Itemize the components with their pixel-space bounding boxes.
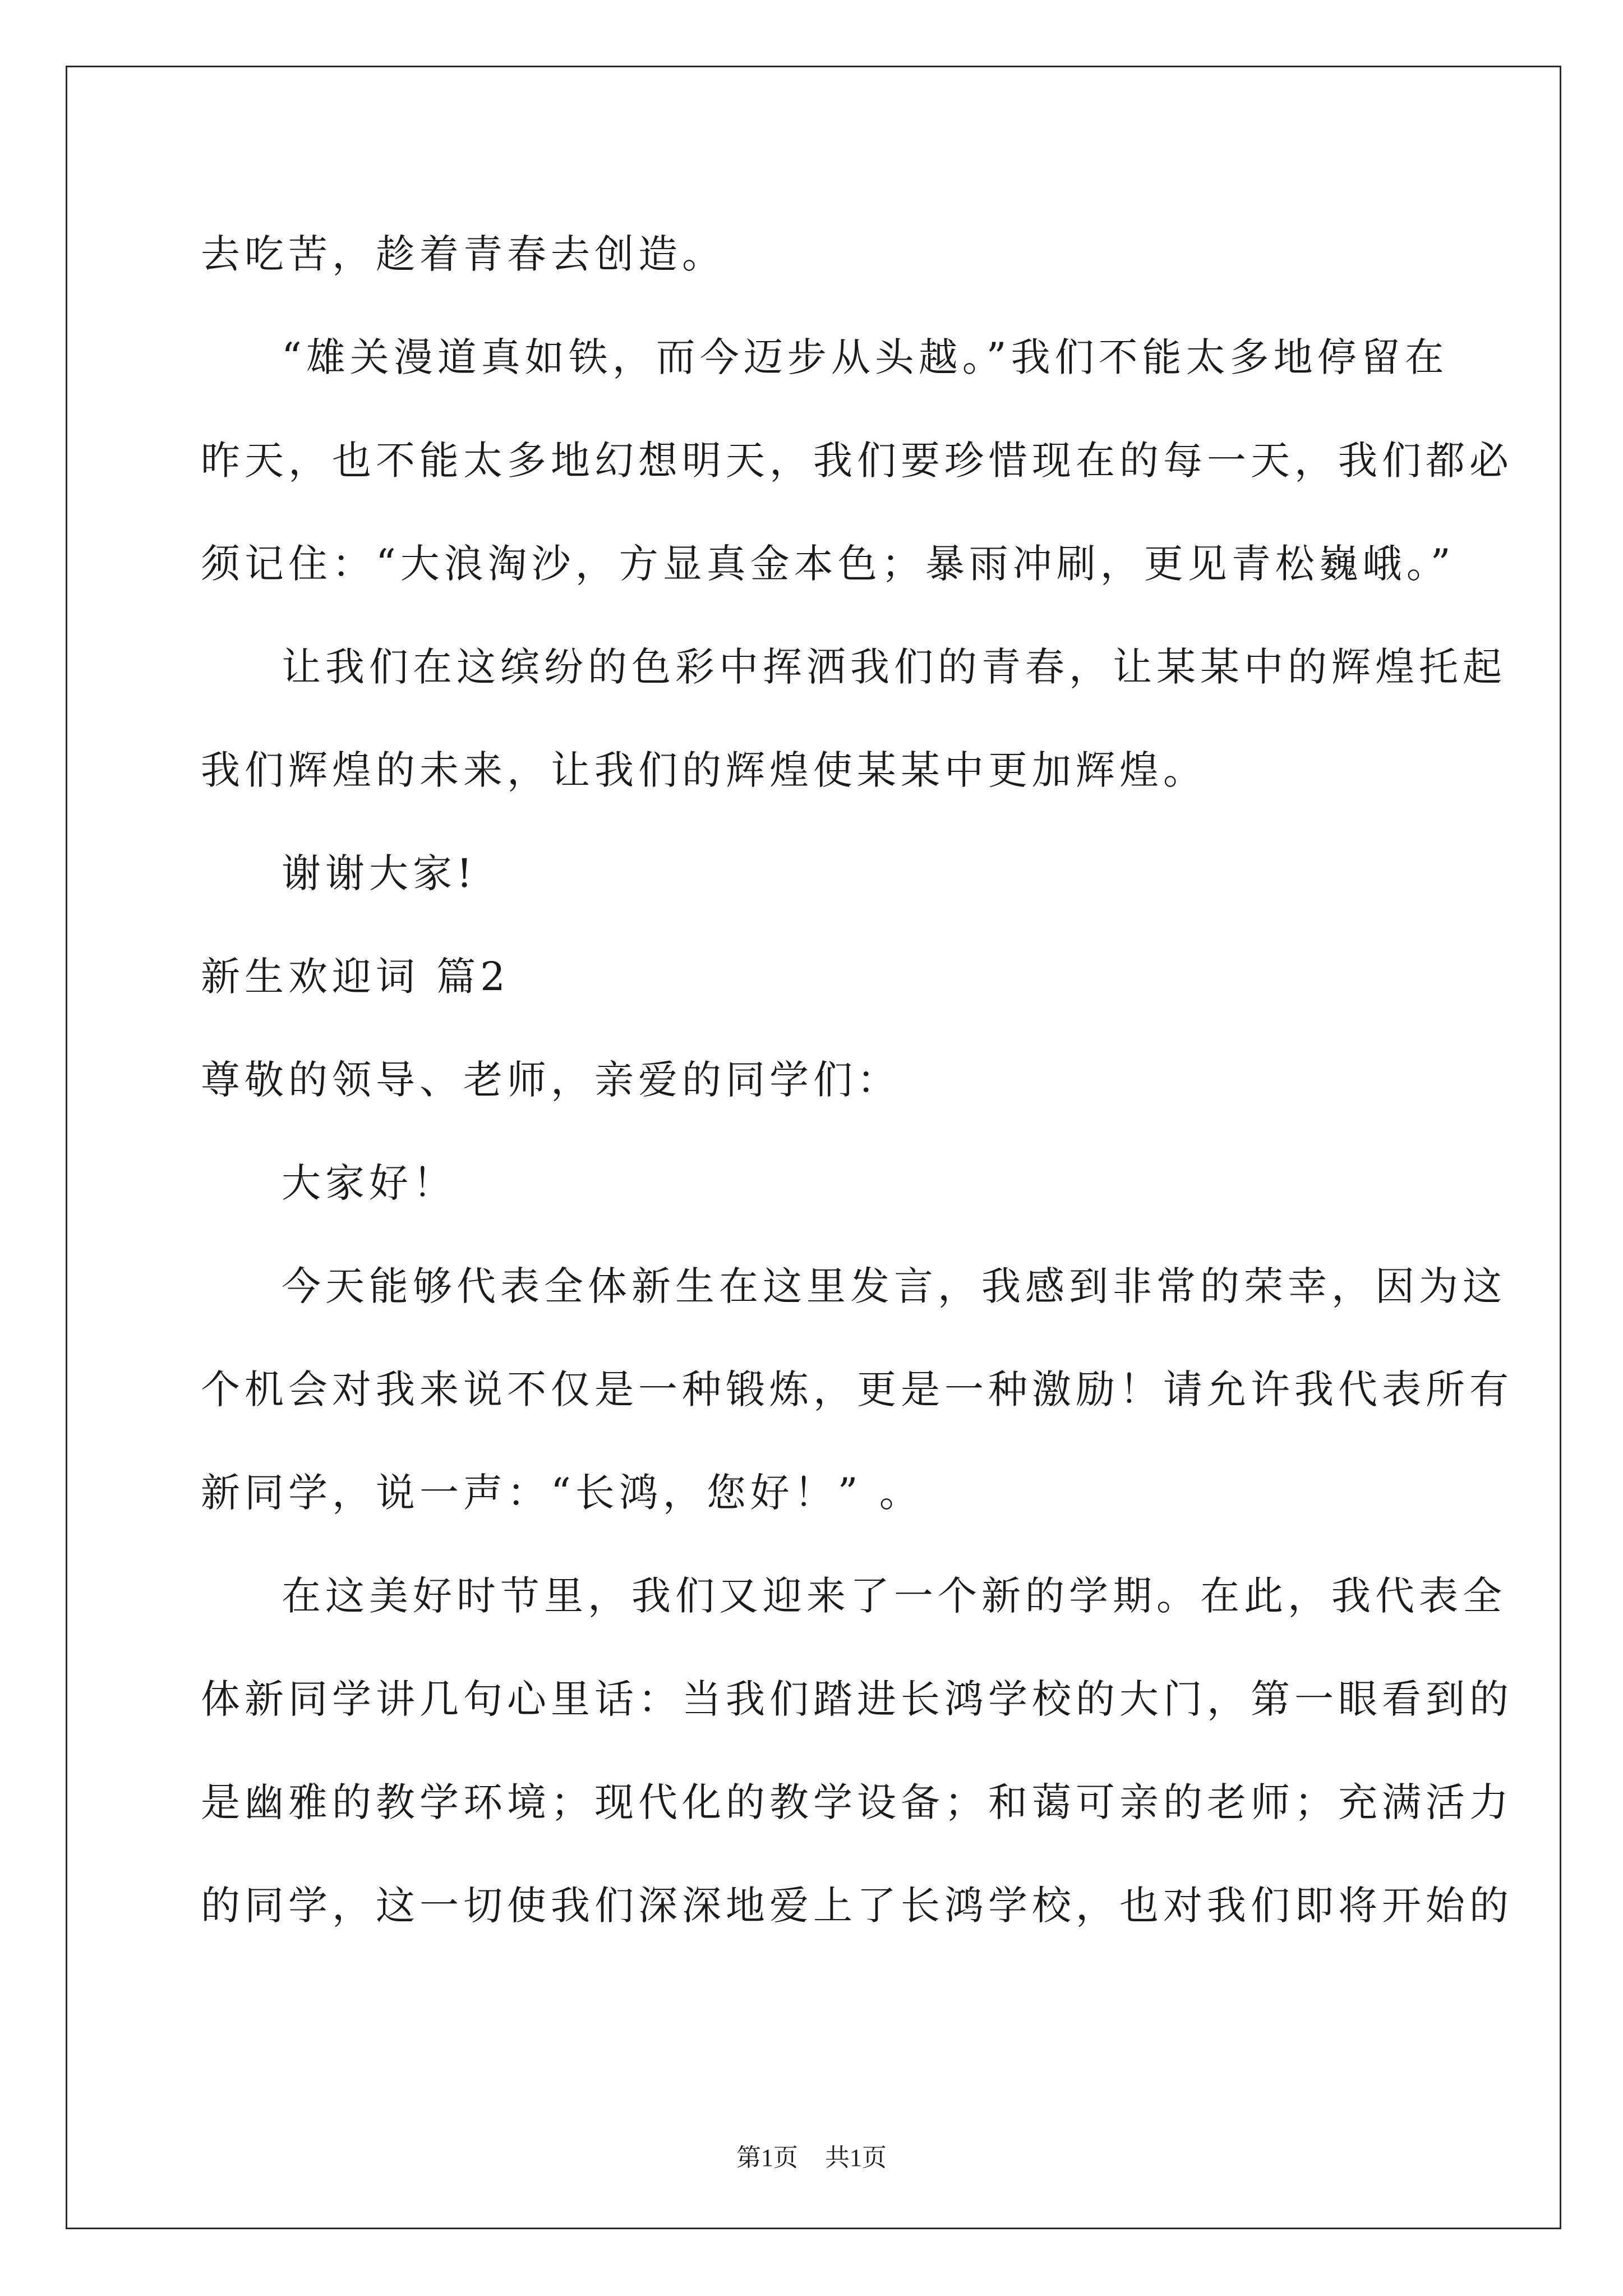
page-footer	[0, 2142, 1623, 2174]
text-line: 昨天，也不能太多地幻想明天，我们要珍惜现在的每一天，我们都必	[201, 438, 1513, 484]
greeting: 大家好！	[282, 1160, 457, 1206]
text-line: 须记住：“大浪淘沙，方显真金本色；暴雨冲刷，更见青松巍峨。”	[201, 541, 1455, 587]
text-line: 今天能够代表全体新生在这里发言，我感到非常的荣幸，因为这	[282, 1263, 1506, 1309]
text-line: 在这美好时节里，我们又迎来了一个新的学期。在此，我代表全	[282, 1573, 1506, 1619]
text-line: 我们辉煌的未来，让我们的辉煌使某某中更加辉煌。	[201, 747, 1207, 793]
text-line: 体新同学讲几句心里话：当我们踏进长鸿学校的大门，第一眼看到的	[201, 1676, 1513, 1722]
text-line: 的同学，这一切使我们深深地爱上了长鸿学校，也对我们即将开始的	[201, 1883, 1513, 1929]
page-total: 共1页	[825, 2144, 887, 2171]
salutation: 尊敬的领导、老师，亲爱的同学们：	[201, 1057, 901, 1103]
text-line: 让我们在这缤纷的色彩中挥洒我们的青春，让某某中的辉煌托起	[282, 644, 1506, 690]
text-line: “雄关漫道真如铁，而今迈步从头越。”我们不能太多地停留在	[282, 334, 1449, 380]
page-number: 第1页	[736, 2144, 798, 2171]
section-heading: 新生欢迎词 篇2	[201, 954, 510, 1000]
text-line: 谢谢大家!	[282, 850, 477, 896]
text-line: 新同学，说一声：“长鸿，您好！” 。	[201, 1470, 923, 1516]
text-line: 是幽雅的教学环境；现代化的教学设备；和蔼可亲的老师；充满活力	[201, 1779, 1513, 1825]
text-line: 去吃苦，趁着青春去创造。	[201, 231, 726, 277]
text-line: 个机会对我来说不仅是一种锻炼，更是一种激励！请允许我代表所有	[201, 1366, 1513, 1412]
